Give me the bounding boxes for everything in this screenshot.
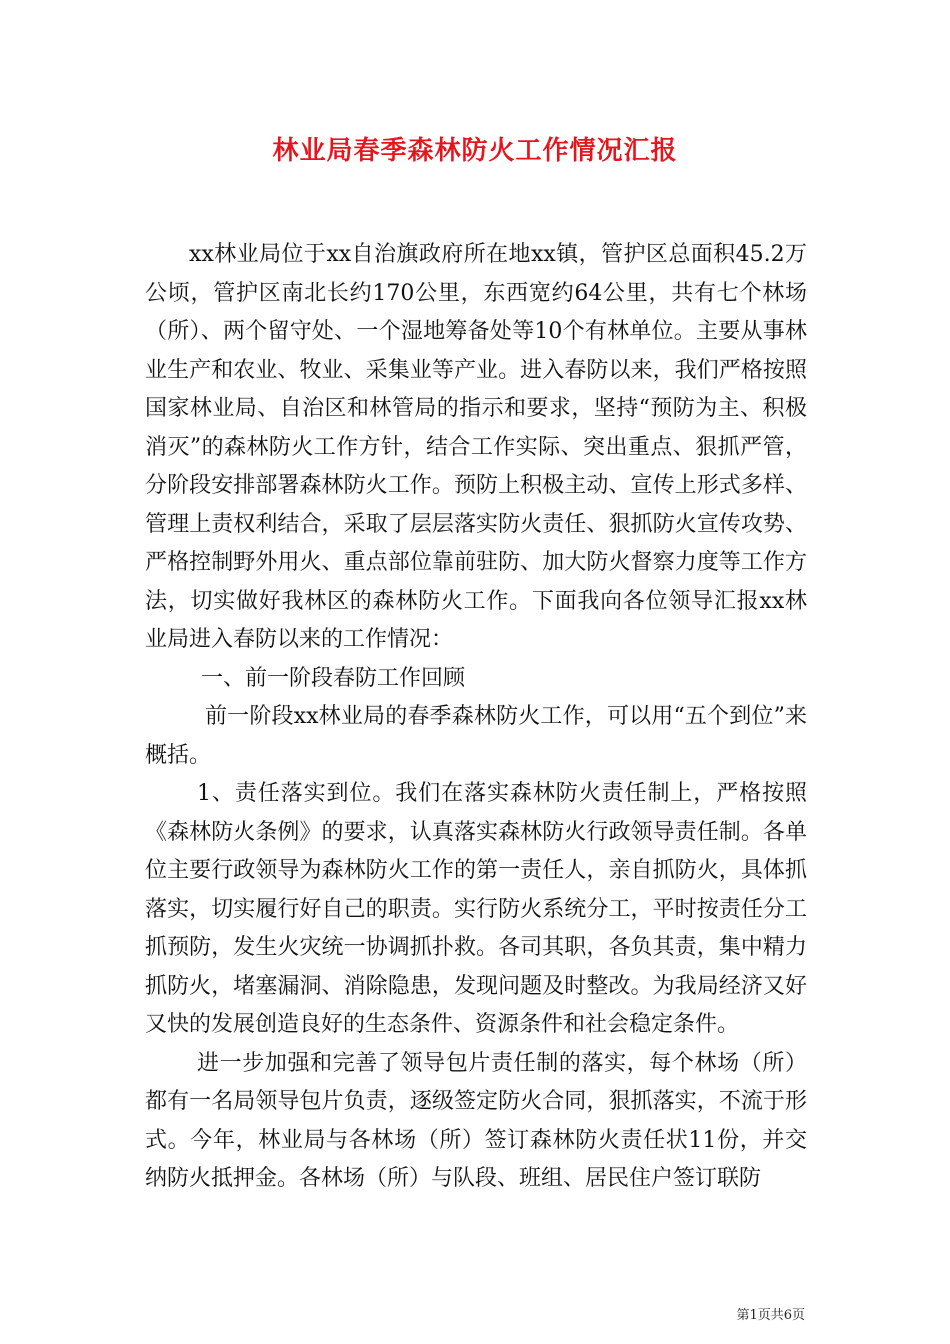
document-title: 林业局春季森林防火工作情况汇报 xyxy=(272,136,678,166)
paragraph-summary: 前一阶段xx林业局的春季森林防火工作，可以用“五个到位”来概括。 xyxy=(145,704,807,768)
page-number: 第1页共6页 xyxy=(736,1308,805,1323)
document-body xyxy=(145,236,807,1199)
paragraph-responsibility: 1、责任落实到位。我们在落实森林防火责任制上，严格按照《森林防火条例》的要求，认真落实森林防火行政领导责任制。各单位主要行政领导为森林防火工作的第一责任人，亲自抓防火，具体抓落实，切实履行好自己的职责。实行防火系统分工，平时按责任分工抓预防，发生火灾统一协调抓扑救。各司其职，各负其责，集中精力抓防火，堵塞漏洞、消除隐患，发现问题及时整改。为我局经济又好又快的发展创造良好的生态条件、资源条件和社会稳定条件。 xyxy=(145,781,807,1037)
paragraph-intro: xx林业局位于xx自治旗政府所在地xx镇，管护区总面积45.2万公顷，管护区南北长约170公里，东西宽约64公里，共有七个林场（所）、两个留守处、一个湿地筹备处等10个有林单位。主要从事林业生产和农业、牧业、采集业等产业。进入春防以来，我们严格按照国家林业局、自治区和林管局的指示和要求，坚持“预防为主、积极消灭”的森林防火工作方针，结合工作实际、突出重点、狠抓严管，分阶段安排部署森林防火工作。预防上积极主动、宣传上形式多样、管理上责权利结合，采取了层层落实防火责任、狠抓防火宣传攻势、严格控制野外用火、重点部位靠前驻防、加大防火督察力度等工作方法，切实做好我林区的森林防火工作。下面我向各位领导汇报xx林业局进入春防以来的工作情况： xyxy=(145,242,807,652)
section-heading: 一、前一阶段春防工作回顾 xyxy=(201,665,466,691)
paragraph-leadership: 进一步加强和完善了领导包片责任制的落实，每个林场（所）都有一名局领导包片负责，逐级签定防火合同，狠抓落实，不流于形式。今年，林业局与各林场（所）签订森林防火责任状11份，并交纳防火抵押金。各林场（所）与队段、班组、居民住户签订联防 xyxy=(145,1050,807,1191)
